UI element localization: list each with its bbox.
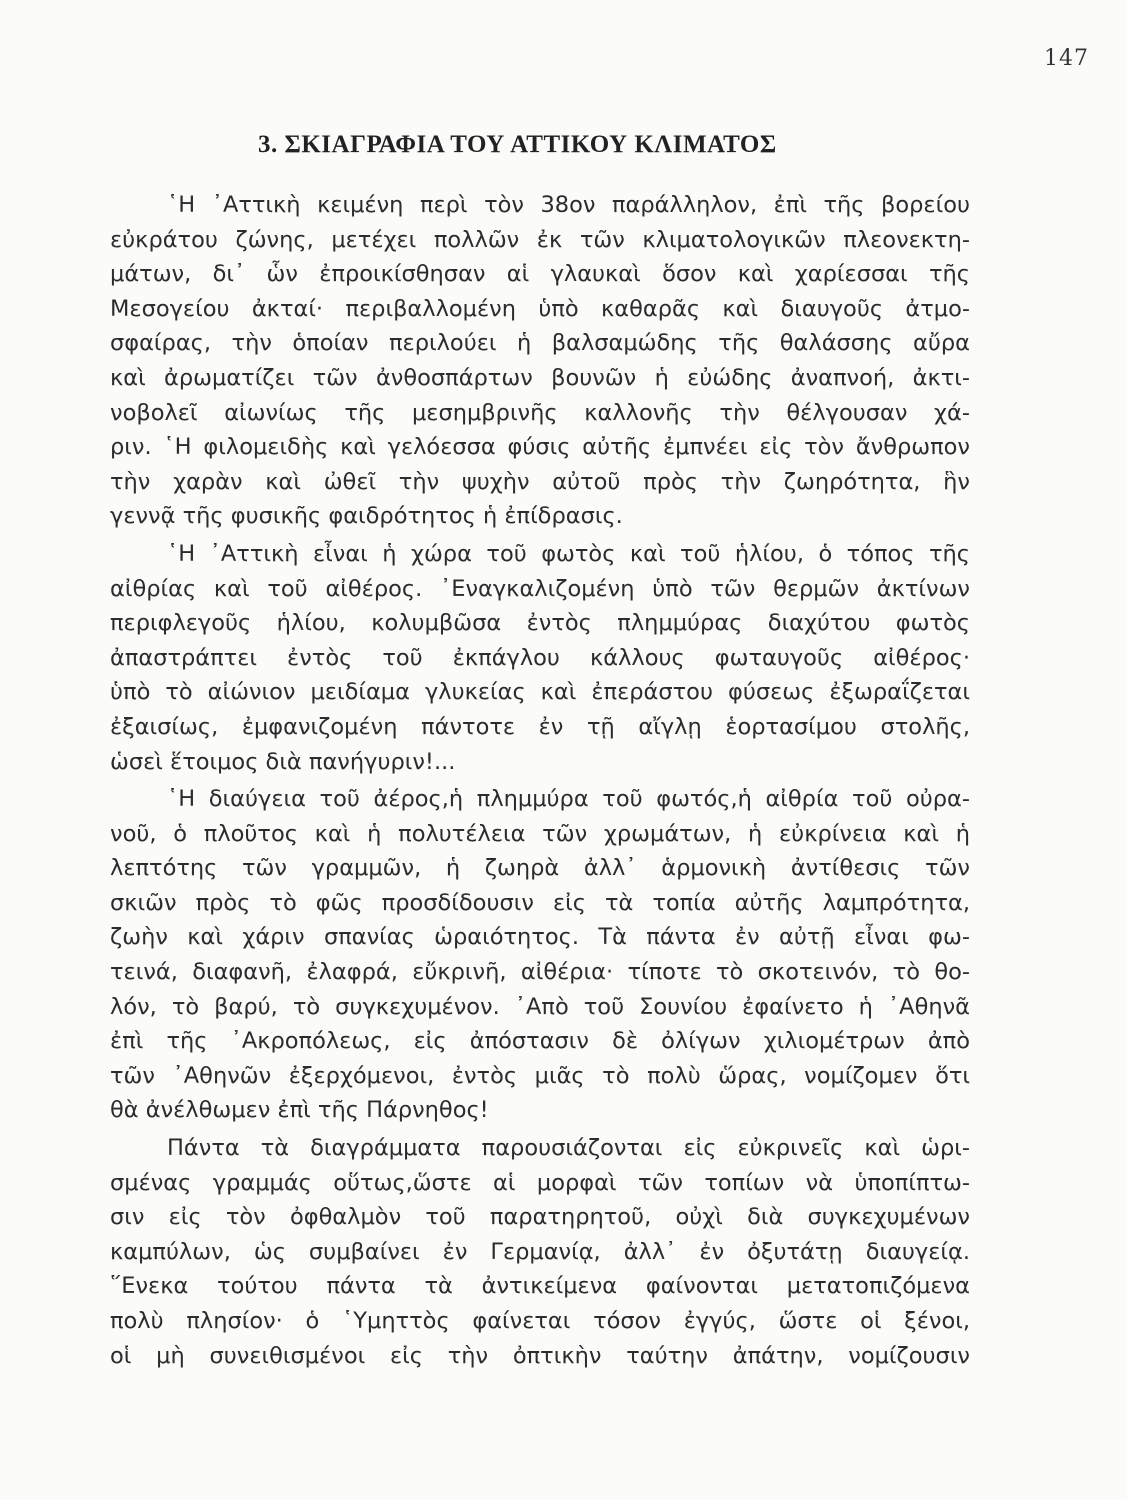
paragraph bbox=[110, 782, 970, 1128]
text-line: καμπύλων, ὡς συμβαίνει ἐν Γερμανίᾳ, ἀλλ᾿ ἐν ὀξυτάτῃ διαυγείᾳ. bbox=[110, 1238, 970, 1265]
text-line: λεπτότης τῶν γραμμῶν, ἡ ζωηρὰ ἀλλ᾿ ἁρμονικὴ ἀντίθεσις τῶν bbox=[110, 855, 970, 882]
text-line: ἐπὶ τῆς ᾿Ακροπόλεως, εἰς ἀπόστασιν δὲ ὀλίγων χιλιομέτρων ἀπὸ bbox=[110, 1028, 970, 1055]
text-line: Πάντα τὰ διαγράμματα παρουσιάζονται εἰς εὐκρινεῖς καὶ ὡρι- bbox=[167, 1135, 970, 1162]
text-line: θὰ ἀνέλθωμεν ἐπὶ τῆς Πάρνηθος! bbox=[110, 1097, 489, 1124]
text-line: πολὺ πλησίον· ὁ ῾Υμηττὸς φαίνεται τόσον ἐγγύς, ὥστε οἱ ξένοι, bbox=[110, 1308, 970, 1334]
text-line: οἱ μὴ συνειθισμένοι εἰς τὴν ὀπτικὴν ταύτην ἀπάτην, νομίζουσιν bbox=[110, 1342, 970, 1369]
text-line: αἰθρίας καὶ τοῦ αἰθέρος. ᾿Εναγκαλιζομένη ὑπὸ τῶν θερμῶν ἀκτίνων bbox=[110, 575, 970, 602]
text-line: μάτων, δι᾿ ὧν ἐπροικίσθησαν αἱ γλαυκαὶ ὅσον καὶ χαρίεσσαι τῆς bbox=[110, 261, 970, 288]
body-text bbox=[110, 188, 970, 1373]
text-line: ῾Η ᾿Αττικὴ κειμένη περὶ τὸν 38ον παράλληλον, ἐπὶ τῆς βορείου bbox=[167, 192, 970, 218]
text-line: ἐξαισίως, ἐμφανιζομένη πάντοτε ἐν τῇ αἴγλῃ ἑορτασίμου στολῆς, bbox=[110, 713, 970, 740]
text-line: περιφλεγοῦς ἡλίου, κολυμβῶσα ἐντὸς πλημμύρας διαχύτου φωτὸς bbox=[110, 610, 970, 637]
text-line: ὑπὸ τὸ αἰώνιον μειδίαμα γλυκείας καὶ ἐπεράστου φύσεως ἐξωραΐζεται bbox=[110, 679, 970, 706]
text-line: σμένας γραμμάς οὕτως,ὥστε αἱ μορφαὶ τῶν τοπίων νὰ ὑποπίπτω- bbox=[110, 1169, 970, 1196]
text-line: ριν. ῾Η φιλομειδὴς καὶ γελόεσσα φύσις αὐτῆς ἐμπνέει εἰς τὸν ἄνθρωπον bbox=[110, 434, 970, 461]
text-line: σφαίρας, τὴν ὁποίαν περιλούει ἡ βαλσαμώδης τῆς θαλάσσης αὔρα bbox=[110, 330, 970, 357]
text-line: νοβολεῖ αἰωνίως τῆς μεσημβρινῆς καλλονῆς τὴν θέλγουσαν χά- bbox=[110, 399, 970, 426]
text-line: λόν, τὸ βαρύ, τὸ συγκεχυμένον. ᾿Απὸ τοῦ Σουνίου ἐφαίνετο ἡ ᾿Αθηνᾶ bbox=[110, 993, 970, 1020]
text-line: τῶν ᾿Αθηνῶν ἐξερχόμενοι, ἐντὸς μιᾶς τὸ πολὺ ὥρας, νομίζομεν ὅτι bbox=[110, 1062, 970, 1089]
paragraph bbox=[110, 188, 970, 534]
text-line: σκιῶν πρὸς τὸ φῶς προσδίδουσιν εἰς τὰ τοπία αὐτῆς λαμπρότητα, bbox=[110, 889, 970, 916]
text-line: νοῦ, ὁ πλοῦτος καὶ ἡ πολυτέλεια τῶν χρωμάτων, ἡ εὐκρίνεια καὶ ἡ bbox=[110, 820, 970, 847]
text-line: Μεσογείου ἀκταί· περιβαλλομένη ὑπὸ καθαρᾶς καὶ διαυγοῦς ἀτμο- bbox=[110, 295, 970, 322]
text-line: εὐκράτου ζώνης, μετέχει πολλῶν ἐκ τῶν κλιματολογικῶν πλεονεκτη- bbox=[110, 226, 970, 253]
text-line: ὡσεὶ ἕτοιμος διὰ πανήγυριν!... bbox=[110, 748, 456, 775]
text-line: ἀπαστράπτει ἐντὸς τοῦ ἐκπάγλου κάλλους φωταυγοῦς αἰθέρος· bbox=[110, 644, 970, 671]
chapter-title: 3. ΣΚΙΑΓΡΑΦΙΑ ΤΟΥ ΑΤΤΙΚΟΥ ΚΛΙΜΑΤΟΣ bbox=[258, 131, 777, 158]
text-line: ῞Ενεκα τούτου πάντα τὰ ἀντικείμενα φαίνονται μετατοπιζόμενα bbox=[110, 1273, 970, 1300]
text-line: τὴν χαρὰν καὶ ὠθεῖ τὴν ψυχὴν αὐτοῦ πρὸς τὴν ζωηρότητα, ἣν bbox=[110, 468, 970, 495]
text-line: γεννᾷ τῆς φυσικῆς φαιδρότητος ἡ ἐπίδρασις. bbox=[110, 503, 623, 530]
text-line: καὶ ἀρωματίζει τῶν ἀνθοσπάρτων βουνῶν ἡ εὐώδης ἀναπνοή, ἀκτι- bbox=[110, 364, 970, 391]
text-line: τεινά, διαφανῆ, ἐλαφρά, εὔκρινῆ, αἰθέρια· τίποτε τὸ σκοτεινόν, τὸ θο- bbox=[110, 959, 970, 986]
text-line: σιν εἰς τὸν ὀφθαλμὸν τοῦ παρατηρητοῦ, οὐχὶ διὰ συγκεχυμένων bbox=[110, 1204, 970, 1231]
paragraph bbox=[110, 537, 970, 779]
paragraph bbox=[110, 1131, 970, 1373]
text-line: ῾Η ᾿Αττικὴ εἶναι ἡ χώρα τοῦ φωτὸς καὶ τοῦ ἡλίου, ὁ τόπος τῆς bbox=[167, 540, 970, 567]
text-line: ῾Η διαύγεια τοῦ ἀέρος,ἡ πλημμύρα τοῦ φωτός,ἡ αἰθρία τοῦ οὐρα- bbox=[167, 786, 970, 813]
page-number: 147 bbox=[1044, 46, 1089, 71]
text-line: ζωὴν καὶ χάριν σπανίας ὡραιότητος. Τὰ πάντα ἐν αὐτῇ εἶναι φω- bbox=[110, 924, 970, 951]
